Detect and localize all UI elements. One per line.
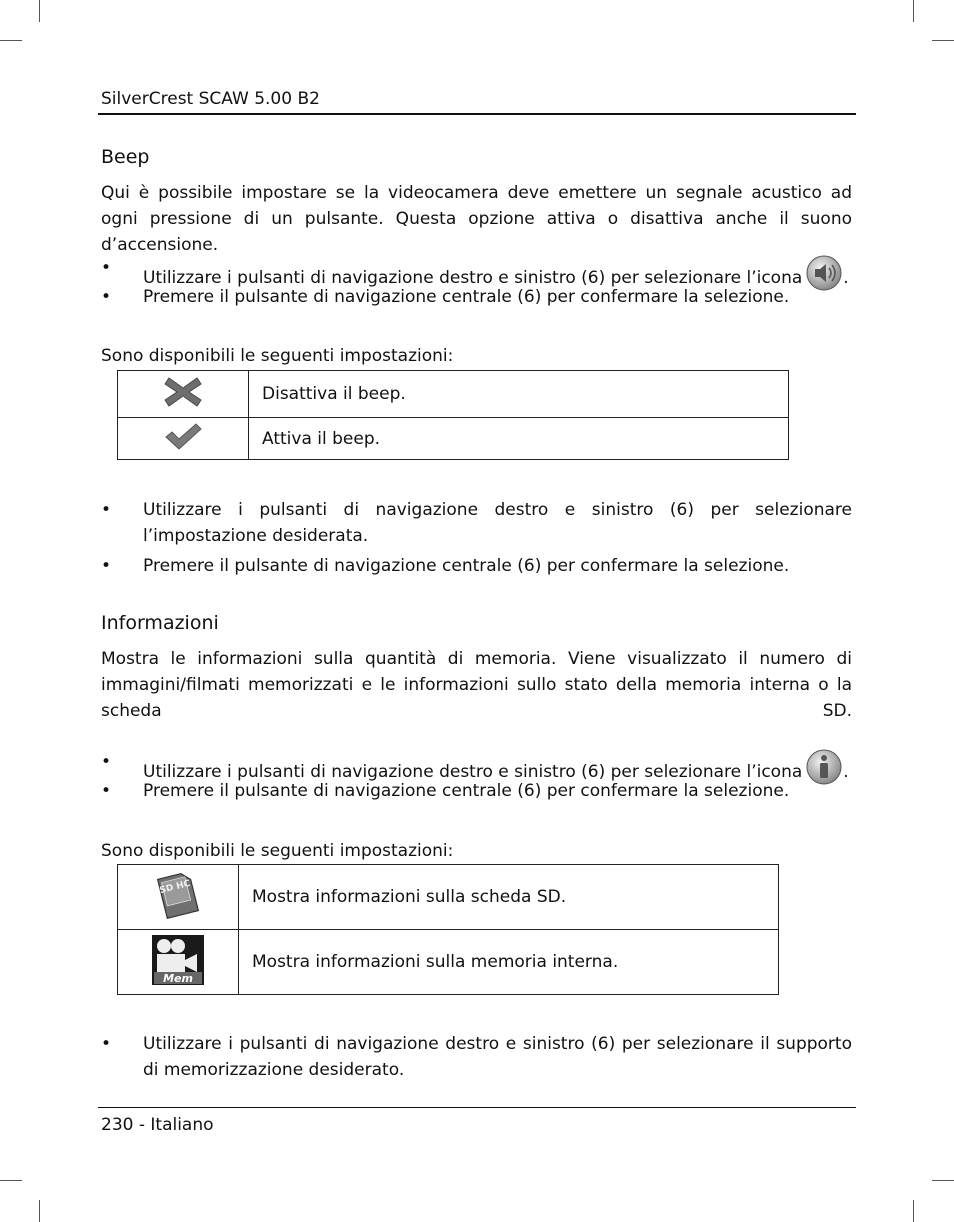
internal-memory-icon bbox=[118, 930, 239, 995]
mem-label: Mem bbox=[163, 971, 193, 985]
option-label: Disattiva il beep. bbox=[249, 371, 789, 418]
beep-bullet-3-text: Utilizzare i pulsanti di navigazione destro e sinistro (6) per selezionare l’impostazione desiderata. bbox=[143, 500, 852, 546]
table-row bbox=[118, 865, 779, 930]
option-label: Mostra informazioni sulla scheda SD. bbox=[239, 865, 779, 930]
beep-bullet-4-text: Premere il pulsante di navigazione centrale (6) per confermare la selezione. bbox=[143, 556, 790, 576]
info-settings-intro: Sono disponibili le seguenti impostazioni: bbox=[101, 841, 454, 861]
info-heading: Informazioni bbox=[101, 612, 219, 634]
table-row bbox=[118, 418, 789, 460]
beep-bullet-2 bbox=[101, 284, 852, 310]
beep-intro: Qui è possibile impostare se la videocamera deve emettere un segnale acustico ad ogni pressione di un pulsante. Questa opzione attiva o disattiva anche il suono d’accensione. bbox=[101, 183, 852, 255]
info-bullet-2 bbox=[101, 778, 852, 804]
beep-bullet-1-text: Utilizzare i pulsanti di navigazione destro e sinistro (6) per selezionare l’icona bbox=[143, 268, 803, 288]
table-row bbox=[118, 930, 779, 995]
info-options-table bbox=[117, 864, 779, 995]
beep-bullet-4 bbox=[101, 553, 852, 579]
beep-bullet-2-text: Premere il pulsante di navigazione centrale (6) per confermare la selezione. bbox=[143, 287, 790, 307]
info-intro: Mostra le informazioni sulla quantità di memoria. Viene visualizzato il numero di immagini/filmati memorizzati e le informazioni sullo stato della memoria interna o la scheda SD. bbox=[101, 649, 852, 721]
crop-mark bbox=[932, 40, 954, 41]
sd-card-label: SD HC bbox=[158, 878, 192, 896]
option-label: Mostra informazioni sulla memoria interna. bbox=[239, 930, 779, 995]
bullet-dot: • bbox=[101, 287, 112, 307]
footer-rule bbox=[98, 1107, 856, 1108]
running-header: SilverCrest SCAW 5.00 B2 bbox=[101, 89, 320, 109]
bullet-dot: • bbox=[101, 258, 112, 278]
page-number: 230 - Italiano bbox=[101, 1115, 214, 1135]
beep-heading: Beep bbox=[101, 146, 150, 168]
sd-card-icon bbox=[118, 865, 239, 930]
crop-mark bbox=[913, 1200, 914, 1222]
info-bullet-3 bbox=[101, 1031, 852, 1083]
crop-mark bbox=[39, 0, 40, 22]
crop-mark bbox=[39, 1200, 40, 1222]
bullet-dot: • bbox=[101, 500, 112, 520]
bullet-dot: • bbox=[101, 752, 112, 772]
bullet-dot: • bbox=[101, 1034, 112, 1054]
beep-bullet-1: • Utilizzare i pulsanti di navigazione destro e sinistro (6) per selezionare l’icona . bbox=[101, 255, 852, 299]
checkmark-icon bbox=[118, 418, 249, 460]
table-row bbox=[118, 371, 789, 418]
crop-mark bbox=[0, 1180, 22, 1181]
beep-settings-intro: Sono disponibili le seguenti impostazioni: bbox=[101, 346, 454, 366]
info-bullet-2-text: Premere il pulsante di navigazione centrale (6) per confermare la selezione. bbox=[143, 781, 790, 801]
header-rule bbox=[98, 113, 856, 115]
crop-mark bbox=[0, 40, 22, 41]
beep-options-table bbox=[117, 370, 789, 460]
info-bullet-1-text: Utilizzare i pulsanti di navigazione destro e sinistro (6) per selezionare l’icona bbox=[143, 762, 803, 782]
x-mark-icon bbox=[118, 371, 249, 418]
info-bullet-3-text: Utilizzare i pulsanti di navigazione destro e sinistro (6) per selezionare il supporto di memorizzazione desiderato. bbox=[143, 1034, 852, 1080]
crop-mark bbox=[932, 1180, 954, 1181]
beep-bullet-3 bbox=[101, 497, 852, 549]
bullet-dot: • bbox=[101, 781, 112, 801]
info-bullet-1: • Utilizzare i pulsanti di navigazione destro e sinistro (6) per selezionare l’icona . bbox=[101, 749, 852, 793]
bullet-dot: • bbox=[101, 556, 112, 576]
option-label: Attiva il beep. bbox=[249, 418, 789, 460]
crop-mark bbox=[913, 0, 914, 22]
